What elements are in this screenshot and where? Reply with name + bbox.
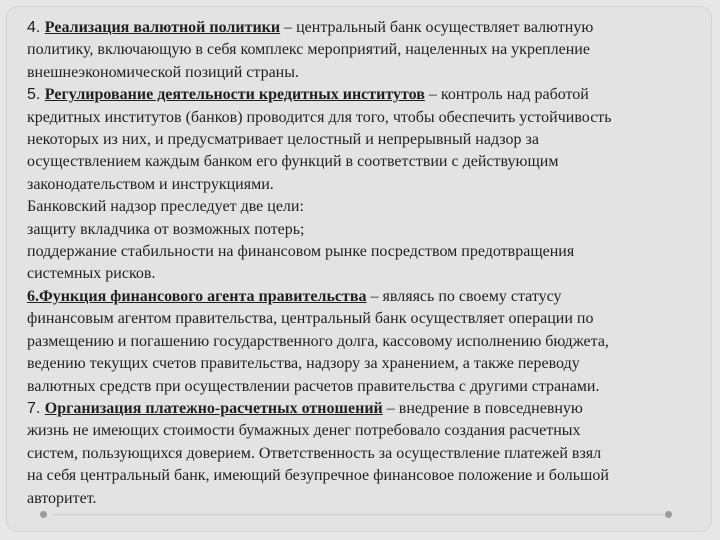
text-line: некоторых из них, и предусматривает целостный и непрерывный надзор за [27,131,539,149]
text-line: поддержание стабильности на финансовом рынке посредством предотвращения [27,243,575,261]
section-7-term: Организация платежно-расчетных отношений [44,399,383,417]
slide-text [27,17,712,510]
text-line: осуществлением каждым банком его функций в соответствии с действующим [27,153,559,171]
section-4-text: – центральный банк осуществляет валютную [280,19,594,36]
section-5-text: – контроль над работой [424,86,589,104]
decorative-divider [52,514,664,515]
text-line: размещению и погашению государственного долга, кассовому исполнению бюджета, [27,332,609,350]
section-6-text: – являясь по своему статусу [366,287,562,305]
text-line: политику, включающую в себя комплекс мероприятий, нацеленных на укрепление [27,41,590,59]
slide-panel [6,6,712,532]
section-6-line [27,286,712,308]
section-4-term: Реализация валютной политики [44,19,281,36]
text-line: внешнеэкономической позиций страны. [27,63,299,81]
section-4-number: 4. [27,19,45,36]
text-line: жизнь не имеющих стоимости бумажных денег потребовало создания расчетных [27,422,581,440]
text-line: финансовым агентом правительства, центральный банк осуществляет операции по [27,310,594,328]
section-6-term: 6.Функция финансового агента правительства [27,287,367,305]
text-line: ведению текущих счетов правительства, надзору за хранением, а также переводу [27,355,580,373]
text-line: законодательством и инструкциями. [27,175,274,193]
section-5-line [27,84,712,106]
section-7-text: – внедрение в повседневную [382,399,583,417]
text-line: валютных средств при осуществлении расчетов правительства с другими странами. [27,377,600,395]
decorative-dot-left [40,511,47,518]
text-line: системных рисков. [27,265,156,283]
section-5-number: 5. [27,86,45,104]
text-line: авторитет. [27,489,97,507]
section-7-line [27,398,712,420]
text-line: Банковский надзор преследует две цели: [27,198,304,216]
decorative-dot-right [665,511,672,518]
section-4-line [27,17,712,39]
text-line: кредитных институтов (банков) проводится для того, чтобы обеспечить устойчивость [27,108,612,126]
section-7-number: 7. [27,399,45,417]
text-line: на себя центральный банк, имеющий безупречное финансовое положение и большой [27,467,609,485]
text-line: систем, пользующихся доверием. Ответственность за осуществление платежей взял [27,444,602,462]
text-line: защиту вкладчика от возможных потерь; [27,220,305,238]
section-5-term: Регулирование деятельности кредитных институтов [44,86,425,104]
